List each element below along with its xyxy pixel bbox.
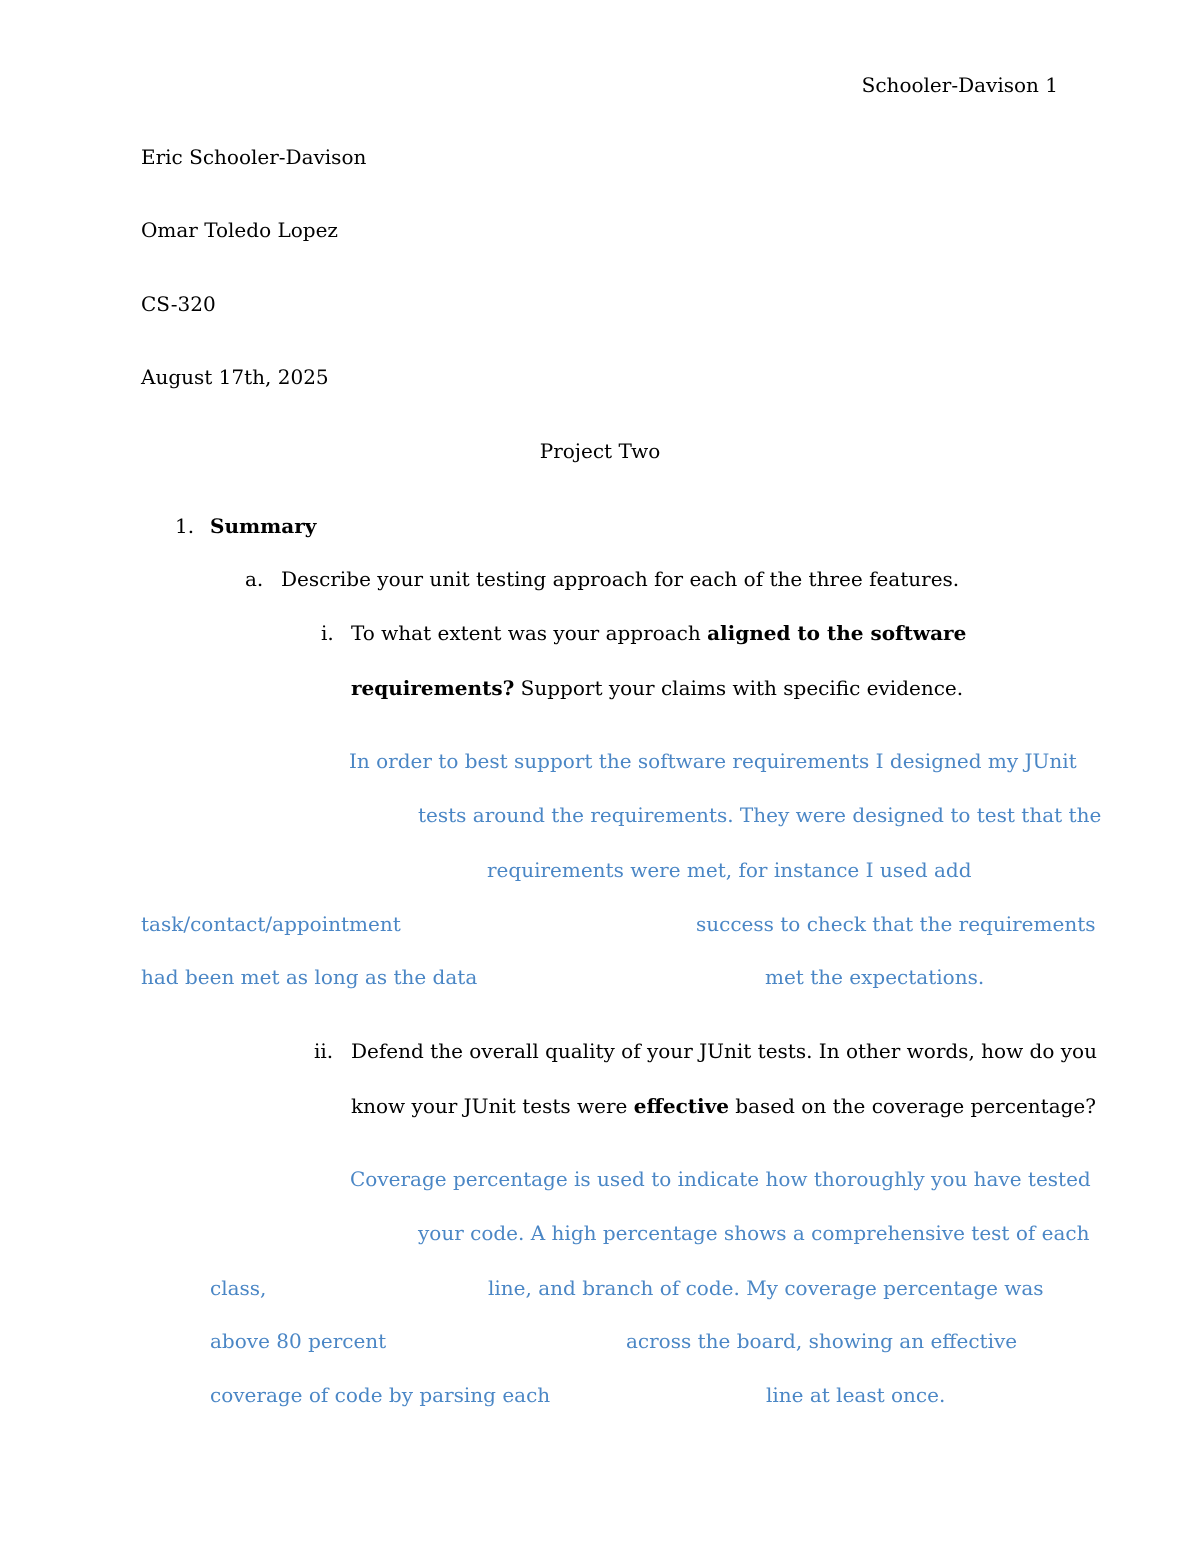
answer-i-line-5a: had been met as long as the data	[141, 965, 478, 989]
item-i-bold-requirements: requirements?	[351, 676, 515, 700]
answer-i-line-5b: met the expectations.	[765, 965, 985, 989]
answer-ii-line-5b: line at least once.	[766, 1383, 946, 1407]
item-i-marker: i.	[321, 621, 334, 645]
item-i-line1	[351, 620, 966, 646]
item-ii-line2	[351, 1093, 1096, 1119]
item-i-text-post: Support your claims with specific evidence.	[514, 676, 964, 700]
answer-i-line-4a: task/contact/appointment	[141, 912, 401, 936]
document-date: August 17th, 2025	[141, 365, 329, 389]
answer-i-line-2: tests around the requirements. They were designed to test that the	[418, 803, 1102, 827]
item-ii-line1: Defend the overall quality of your JUnit tests. In other words, how do you	[351, 1039, 1097, 1063]
answer-ii-line-2: your code. A high percentage shows a comprehensive test of each	[418, 1221, 1090, 1245]
page-title: Project Two	[539, 439, 661, 463]
student-name: Eric Schooler-Davison	[141, 145, 367, 169]
instructor-name: Omar Toledo Lopez	[141, 218, 338, 242]
section-number: 1.	[175, 514, 195, 538]
running-head: Schooler-Davison 1	[861, 73, 1058, 97]
item-i-bold-aligned: aligned to the software	[707, 621, 967, 645]
answer-ii-line-5a: coverage of code by parsing each	[210, 1383, 551, 1407]
answer-ii-line-4b: across the board, showing an effective	[626, 1329, 1018, 1353]
answer-ii-line-4a: above 80 percent	[210, 1329, 387, 1353]
answer-ii-line-3a: class,	[210, 1276, 267, 1300]
answer-i-line-4b: success to check that the requirements	[696, 912, 1096, 936]
item-ii-text-post: based on the coverage percentage?	[728, 1094, 1096, 1118]
item-ii-text-pre: know your JUnit tests were	[351, 1094, 634, 1118]
section-heading: Summary	[210, 514, 317, 538]
item-i-line2	[351, 675, 963, 701]
course-code: CS-320	[141, 292, 216, 316]
item-a-marker: a.	[245, 567, 264, 591]
answer-i-line-3: requirements were met, for instance I used add	[487, 858, 972, 882]
answer-ii-line-1: Coverage percentage is used to indicate how thoroughly you have tested	[350, 1167, 1091, 1191]
answer-i-line-1: In order to best support the software requirements I designed my JUnit	[349, 749, 1077, 773]
item-ii-bold-effective: effective	[633, 1094, 729, 1118]
item-i-text-pre: To what extent was your approach	[351, 621, 708, 645]
answer-ii-line-3b: line, and branch of code. My coverage percentage was	[488, 1276, 1044, 1300]
item-ii-marker: ii.	[314, 1039, 334, 1063]
item-a-text: Describe your unit testing approach for each of the three features.	[281, 567, 960, 591]
